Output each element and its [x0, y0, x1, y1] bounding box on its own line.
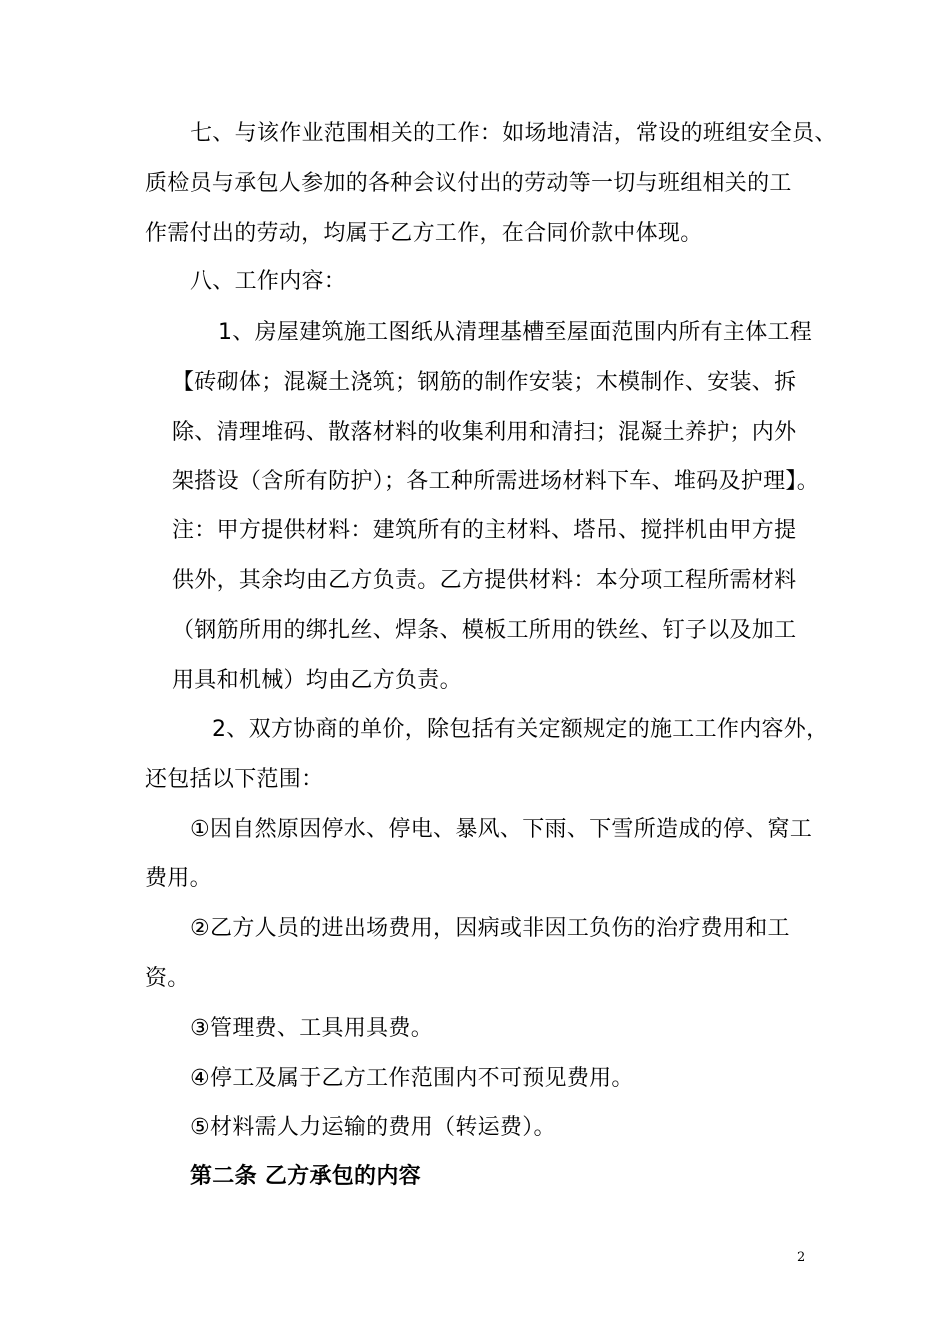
paragraph-line: 用具和机械）均由乙方负责。	[172, 668, 462, 693]
paragraph-line: 供外，其余均由乙方负责。乙方提供材料：本分项工程所需材料	[172, 568, 797, 593]
paragraph-line: 【砖砌体；混凝土浇筑；钢筋的制作安装；木模制作、安装、拆	[172, 370, 797, 395]
paragraph-line: 作需付出的劳动，均属于乙方工作，在合同价款中体现。	[145, 221, 703, 246]
paragraph-line: 还包括以下范围：	[145, 767, 324, 792]
paragraph-line: 资。	[145, 966, 190, 991]
article-heading: 第二条 乙方承包的内容	[190, 1164, 421, 1189]
paragraph-line: 费用。	[145, 866, 212, 891]
list-item: ④停工及属于乙方工作范围内不可预见费用。	[190, 1066, 634, 1091]
list-item: ⑤材料需人力运输的费用（转运费）。	[190, 1115, 556, 1140]
paragraph-line: （钢筋所用的绑扎丝、焊条、模板工所用的铁丝、钉子以及加工	[172, 618, 797, 643]
list-item: ①因自然原因停水、停电、暴风、下雨、下雪所造成的停、窝工	[190, 817, 813, 842]
paragraph-line: 质检员与承包人参加的各种会议付出的劳动等一切与班组相关的工	[145, 171, 792, 196]
paragraph-line: 2、双方协商的单价，除包括有关定额规定的施工工作内容外，	[212, 717, 829, 742]
section-heading: 八、工作内容：	[190, 269, 347, 294]
list-item: ③管理费、工具用具费。	[190, 1016, 434, 1041]
paragraph-line: 注：甲方提供材料：建筑所有的主材料、塔吊、搅拌机由甲方提	[172, 518, 797, 543]
paragraph-line: 1、房屋建筑施工图纸从清理基槽至屋面范围内所有主体工程	[218, 320, 813, 345]
paragraph-line: 架搭设（含所有防护）；各工种所需进场材料下车、堆码及护理】。	[172, 469, 820, 494]
page-number: 2	[797, 1250, 806, 1265]
paragraph-line: 七、与该作业范围相关的工作：如场地清洁，常设的班组安全员、	[190, 121, 837, 146]
paragraph-line: 除、清理堆码、散落材料的收集利用和清扫；混凝土养护；内外	[172, 420, 797, 445]
list-item: ②乙方人员的进出场费用，因病或非因工负伤的治疗费用和工	[190, 916, 790, 941]
